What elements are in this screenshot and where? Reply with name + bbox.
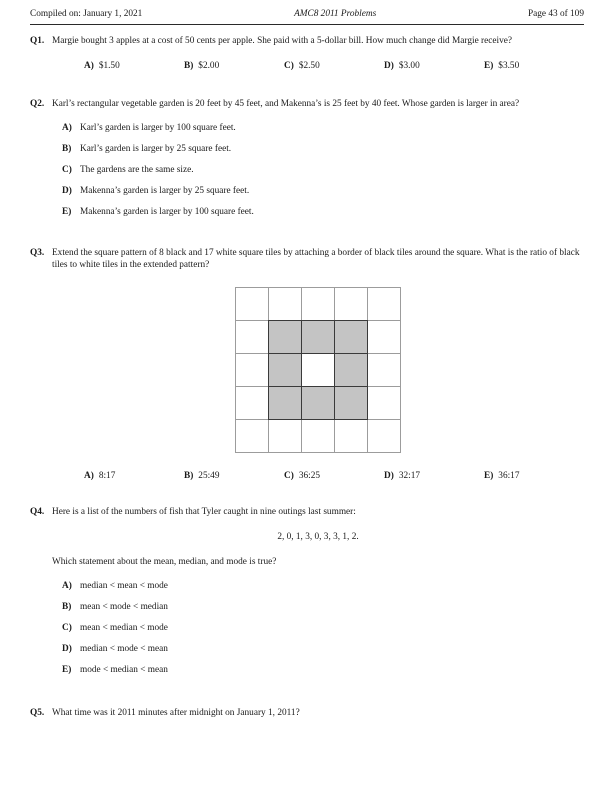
- white-tile: [302, 354, 334, 386]
- option-b: B) $2.00: [184, 61, 220, 71]
- option-e: E) mode < median < mean: [62, 665, 168, 675]
- white-tile: [236, 321, 268, 353]
- shaded-tile: [335, 354, 367, 386]
- white-tile: [302, 420, 334, 452]
- question-1: [30, 35, 584, 72]
- question-3-options: [84, 470, 584, 482]
- white-tile: [236, 387, 268, 419]
- white-tile: [236, 420, 268, 452]
- option-e: E) $3.50: [484, 61, 520, 71]
- option-c: C) $2.50: [284, 61, 320, 71]
- option-a: A) Karl’s garden is larger by 100 square feet.: [62, 123, 236, 133]
- option-d: D) Makenna’s garden is larger by 25 square feet.: [62, 186, 250, 196]
- question-1-options: [84, 60, 584, 72]
- shaded-tile: [335, 321, 367, 353]
- fish-count-sequence: 2, 0, 1, 3, 0, 3, 3, 1, 2.: [277, 532, 359, 542]
- question-5-body: [52, 707, 584, 719]
- question-4-prompt: Which statement about the mean, median, and mode is true?: [52, 557, 277, 567]
- shaded-tile: [302, 321, 334, 353]
- shaded-tile: [269, 354, 301, 386]
- white-tile: [368, 288, 400, 320]
- option-d: D) 32:17: [384, 471, 420, 481]
- option-a: A) $1.50: [84, 61, 120, 71]
- question-2-text: Karl’s rectangular vegetable garden is 20 feet by 45 feet, and Makenna’s is 25 feet by 40 feet. Whose garden is larger in area?: [52, 99, 520, 109]
- tile-pattern-figure: [52, 287, 584, 453]
- page-number: Page 43 of 109: [527, 9, 584, 19]
- question-1-text: Margie bought 3 apples at a cost of 50 cents per apple. She paid with a 5-dollar bill. How much change did Margie receive?: [52, 36, 512, 46]
- question-1-label: Q1.: [30, 36, 45, 46]
- option-b: B) Karl’s garden is larger by 25 square feet.: [62, 144, 232, 154]
- option-a: A) median < mean < mode: [62, 581, 168, 591]
- question-1-body: [52, 35, 584, 72]
- question-4-options: [62, 580, 584, 676]
- option-d: D) median < mode < mean: [62, 644, 168, 654]
- shaded-tile: [269, 321, 301, 353]
- option-a: A) 8:17: [84, 471, 116, 481]
- question-2-body: [52, 98, 584, 227]
- compiled-date: Compiled on: January 1, 2021: [30, 9, 143, 19]
- question-5-label: Q5.: [30, 708, 45, 718]
- white-tile: [368, 321, 400, 353]
- tile-pattern-grid: [235, 287, 401, 453]
- white-tile: [335, 420, 367, 452]
- question-2-options: [62, 122, 584, 218]
- question-2: [30, 98, 584, 227]
- question-5-text: What time was it 2011 minutes after midnight on January 1, 2011?: [52, 708, 300, 718]
- question-2-label: Q2.: [30, 99, 45, 109]
- white-tile: [236, 354, 268, 386]
- white-tile: [269, 288, 301, 320]
- question-5: [30, 707, 584, 719]
- option-e: E) Makenna’s garden is larger by 100 square feet.: [62, 207, 254, 217]
- shaded-tile: [269, 387, 301, 419]
- question-3-text: Extend the square pattern of 8 black and 17 white square tiles by attaching a border of black tiles around the square. What is the ratio of black tiles to white tiles in the extended pattern?: [52, 248, 580, 270]
- white-tile: [368, 354, 400, 386]
- page-header: [30, 8, 584, 25]
- question-4-body: [52, 506, 584, 685]
- option-b: B) mean < mode < median: [62, 602, 168, 612]
- question-4-text: Here is a list of the numbers of fish that Tyler caught in nine outings last summer:: [52, 507, 356, 517]
- question-3-label: Q3.: [30, 248, 45, 258]
- white-tile: [335, 288, 367, 320]
- white-tile: [368, 420, 400, 452]
- white-tile: [269, 420, 301, 452]
- question-3: [30, 247, 584, 482]
- option-e: E) 36:17: [484, 471, 520, 481]
- white-tile: [302, 288, 334, 320]
- white-tile: [236, 288, 268, 320]
- option-c: C) mean < median < mode: [62, 623, 168, 633]
- document-title: AMC8 2011 Problems: [294, 9, 377, 19]
- option-c: C) The gardens are the same size.: [62, 165, 194, 175]
- option-b: B) 25:49: [184, 471, 220, 481]
- option-d: D) $3.00: [384, 61, 420, 71]
- question-4: [30, 506, 584, 685]
- question-4-label: Q4.: [30, 507, 45, 517]
- question-3-body: [52, 247, 584, 482]
- shaded-tile: [302, 387, 334, 419]
- white-tile: [368, 387, 400, 419]
- option-c: C) 36:25: [284, 471, 320, 481]
- shaded-tile: [335, 387, 367, 419]
